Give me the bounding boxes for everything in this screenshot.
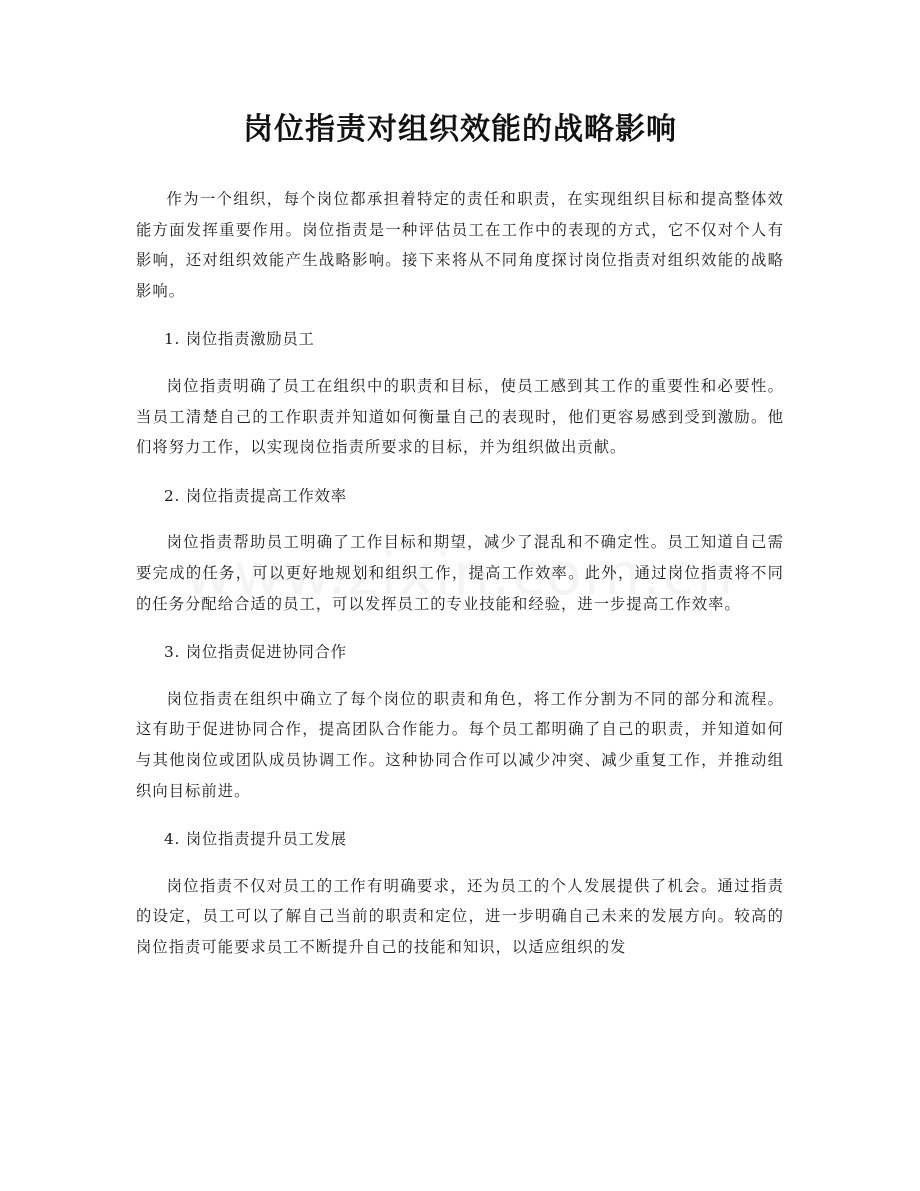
section-body-3: 岗位指责在组织中确立了每个岗位的职责和角色，将工作分割为不同的部分和流程。这有助于促进协同合作，提高团队合作能力。每个员工都明确了自己的职责，并知道如何与其他岗位或团队成员协调工作。这种协同合作可以减少冲突、减少重复工作，并推动组织向目标前进。	[136, 689, 784, 800]
section-body-2: 岗位指责帮助员工明确了工作目标和期望，减少了混乱和不确定性。员工知道自己需要完成的任务，可以更好地规划和组织工作，提高工作效率。此外，通过岗位指责将不同的任务分配给合适的员工，可以发挥员工的专业技能和经验，进一步提高工作效率。	[136, 533, 784, 613]
section-heading-4: 4. 岗位指责提升员工发展	[164, 830, 347, 849]
section-body-4: 岗位指责不仅对员工的工作有明确要求，还为员工的个人发展提供了机会。通过指责的设定，员工可以了解自己当前的职责和定位，进一步明确自己未来的发展方向。较高的岗位指责可能要求员工不断提升自己的技能和知识，以适应组织的发	[136, 876, 784, 956]
section-heading-2: 2. 岗位指责提高工作效率	[164, 486, 347, 505]
section-heading-1: 1. 岗位指责激励员工	[164, 330, 315, 349]
section-heading-3: 3. 岗位指责促进协同合作	[164, 643, 347, 662]
page-title: 岗位指责对组织效能的战略影响	[243, 112, 677, 147]
section-body-1: 岗位指责明确了员工在组织中的职责和目标，使员工感到其工作的重要性和必要性。当员工清楚自己的工作职责并知道如何衡量自己的表现时，他们更容易感到受到激励。他们将努力工作，以实现岗位指责所要求的目标，并为组织做出贡献。	[136, 376, 784, 457]
document-body	[136, 184, 784, 962]
intro-paragraph: 作为一个组织，每个岗位都承担着特定的责任和职责，在实现组织目标和提高整体效能方面发挥重要作用。岗位指责是一种评估员工在工作中的表现的方式，它不仅对个人有影响，还对组织效能产生战略影响。接下来将从不同角度探讨岗位指责对组织效能的战略影响。	[136, 190, 784, 300]
